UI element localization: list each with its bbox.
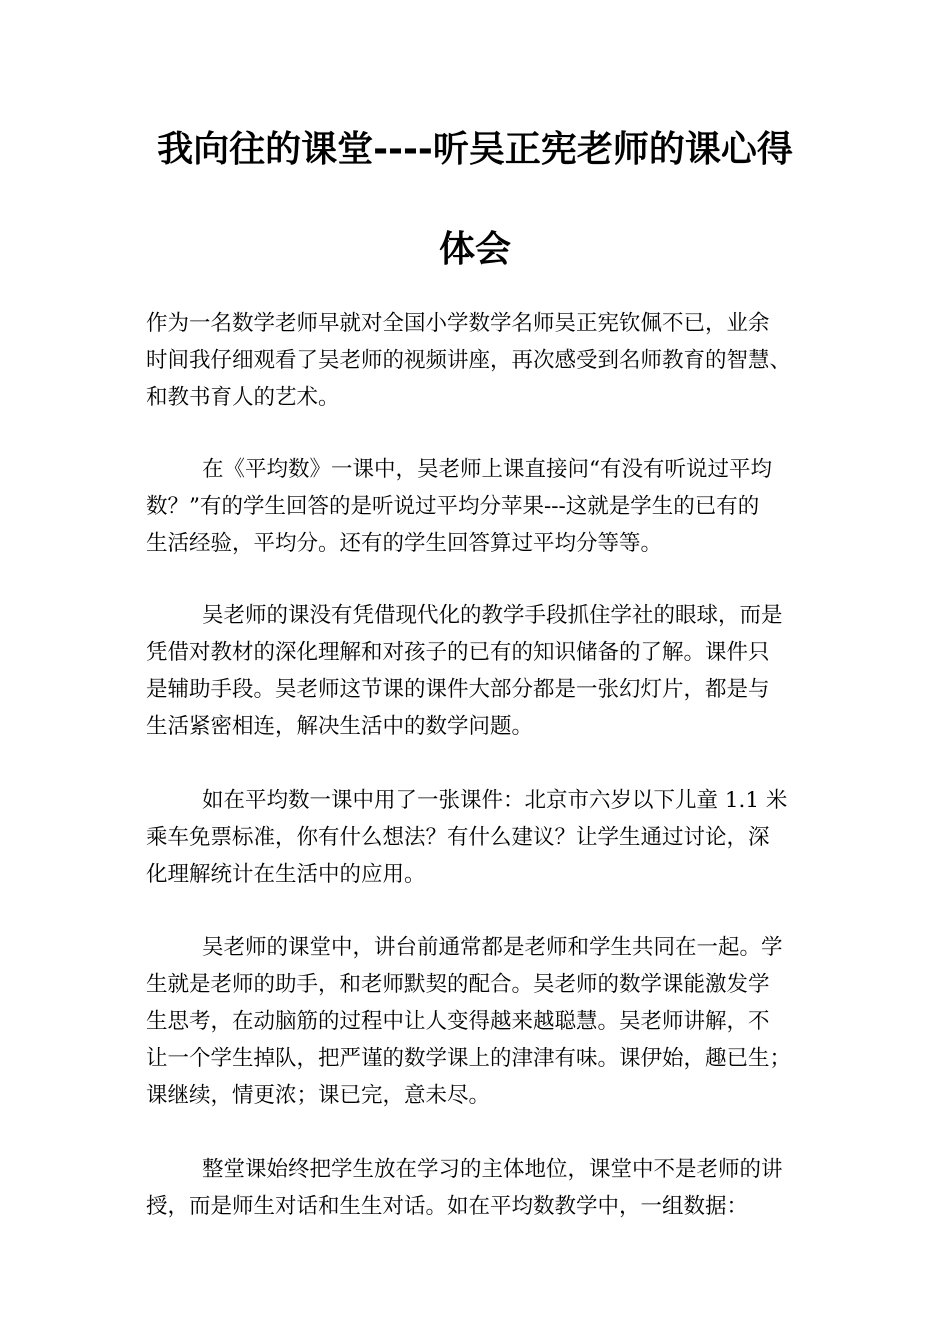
- paragraph-line: 乘车免票标准，你有什么想法？有什么建议？让学生通过讨论，深: [146, 825, 770, 850]
- paragraph-line: 生就是老师的助手，和老师默契的配合。吴老师的数学课能激发学: [146, 972, 770, 997]
- paragraph-3: [146, 597, 826, 745]
- paragraph-1: [146, 305, 826, 416]
- paragraph-2: [146, 451, 826, 562]
- document-title-line-2: 体会: [438, 229, 511, 270]
- paragraph-line: 时间我仔细观看了吴老师的视频讲座，再次感受到名师教育的智慧、: [146, 348, 792, 373]
- paragraph-line: 在《平均数》一课中，吴老师上课直接问“有没有听说过平均: [202, 457, 772, 482]
- paragraph-6: [146, 1151, 826, 1225]
- paragraph-line: 生活经验，平均分。还有的学生回答算过平均分等等。: [146, 531, 663, 556]
- paragraph-line: 授，而是师生对话和生生对话。如在平均数教学中，一组数据：: [146, 1194, 749, 1219]
- paragraph-line: 凭借对教材的深化理解和对孩子的已有的知识储备的了解。课件只: [146, 640, 770, 665]
- document-title-line-1: 我向往的课堂----听吴正宪老师的课心得: [157, 129, 793, 170]
- paragraph-line: 生思考，在动脑筋的过程中让人变得越来越聪慧。吴老师讲解，不: [146, 1009, 770, 1034]
- paragraph-line: 和教书育人的艺术。: [146, 385, 340, 410]
- paragraph-line: 生活紧密相连，解决生活中的数学问题。: [146, 714, 534, 739]
- paragraph-line: 整堂课始终把学生放在学习的主体地位，课堂中不是老师的讲: [202, 1157, 783, 1182]
- paragraph-line: 吴老师的课堂中，讲台前通常都是老师和学生共同在一起。学: [202, 935, 783, 960]
- paragraph-5: [146, 929, 826, 1114]
- paragraph-line: 化理解统计在生活中的应用。: [146, 862, 426, 887]
- paragraph-line: 吴老师的课没有凭借现代化的教学手段抓住学社的眼球，而是: [202, 603, 783, 628]
- paragraph-line: 课继续，情更浓；课已完，意未尽。: [146, 1083, 491, 1108]
- paragraph-line: 作为一名数学老师早就对全国小学数学名师吴正宪钦佩不已，业余: [146, 311, 770, 336]
- paragraph-4: [146, 782, 826, 893]
- paragraph-line: 如在平均数一课中用了一张课件：北京市六岁以下儿童 1.1 米: [202, 788, 788, 813]
- paragraph-line: 是辅助手段。吴老师这节课的课件大部分都是一张幻灯片，都是与: [146, 677, 770, 702]
- paragraph-line: 让一个学生掉队，把严谨的数学课上的津津有味。课伊始，趣已生；: [146, 1046, 792, 1071]
- paragraph-line: 数？”有的学生回答的是听说过平均分苹果---这就是学生的已有的: [146, 494, 760, 519]
